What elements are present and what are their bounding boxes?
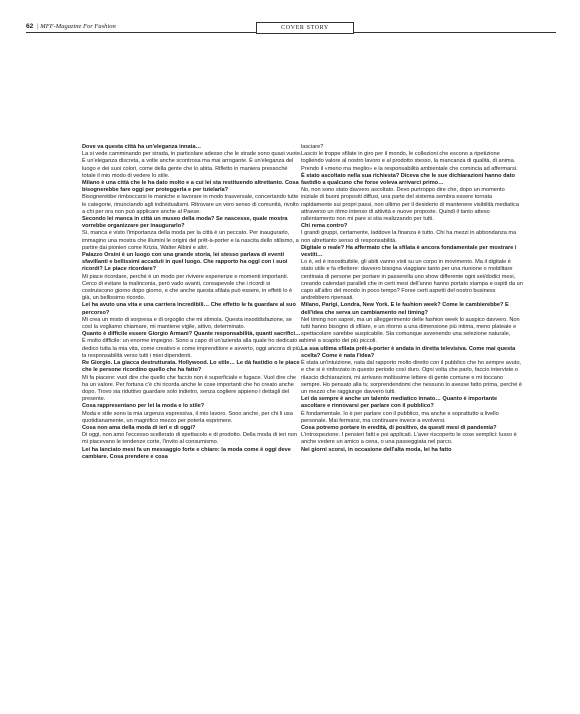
question: Dove va questa città ha un'eleganza innata…	[82, 144, 202, 150]
question: Re Giorgio. La giacca destrutturata. Hollywood. Lo stile… Le dà fastidio o le piace che le persone ricordino quello che ha fatto?	[82, 360, 300, 374]
qa-block	[301, 245, 523, 303]
qa-block	[82, 144, 302, 180]
right-column	[301, 144, 523, 454]
qa-block	[301, 425, 523, 447]
answer: È molto difficile: un enorme impegno. Sono a capo di un'azienda alla quale ho dedicato e dedico tutta la mia vita, come creativo e come imprenditore e avverto, oggi ancora di più, la responsabilità verso tutti i miei dipendenti.	[82, 338, 302, 359]
qa-block	[82, 302, 302, 331]
answer: Sì, manca e visto l'importanza della moda per la città è un peccato. Per inaugurarlo, immagino una mostra che illumini le origini del prêt-à-porter e la nascita dello stilismo, a partire dai pionieri come Krizia, Walter Albini e altri.	[82, 230, 299, 251]
answer: Lascio le troppe sfilate in giro per il mondo, le collezioni che escono a ripetizione togliendo valore al nostro lavoro e al prodotto stesso, la mancanza di qualità, di anima. Prendo il «meno ma meglio» e la responsabilità ambientale che comincia ad affermarsi.	[301, 151, 518, 172]
answer: lasciare?	[301, 144, 324, 150]
qa-block	[82, 360, 302, 403]
answer: Di oggi, non amo l'eccesso scellerato di spettacolo e di prodotto. Della moda di ieri non mi piacevano le tendenze corte, l'invito al consumismo.	[82, 432, 297, 446]
answer: Mi crea un misto di sorpresa e di orgoglio che mi stimola. Questa insoddisfazione, se così la vogliamo chiamare, mi mantiene vigile, attivo, determinato.	[82, 316, 292, 331]
question: Quanto è difficile essere Giorgio Armani? Quante responsabilità, quanti sacrifici…	[82, 331, 301, 338]
question: Cosa rappresentano per lei la moda e lo stile?	[82, 403, 205, 410]
question: È stato ascoltato nella sua richiesta? Diceva che le sue dichiarazioni hanno dato fastidio a qualcuno che forse voleva arrivarci primo…	[301, 172, 515, 187]
question: Milano è una città che le ha dato molto e a cui lei sta restituendo altrettanto. Cosa bisognerebbe fare oggi per proteggerla e per tutelarla?	[82, 180, 299, 194]
qa-block	[82, 447, 302, 461]
qa-block	[301, 396, 523, 425]
question: Palazzo Orsini è un luogo con una grande storia, lei stesso parlava di eventi sfavillanti e bellissimi accaduti in quel luogo. Che rapporto ha oggi con i suoi ricordi? Le piace ricordare?	[82, 252, 288, 273]
answer: È stata un'intuizione, nata dal rapporto molto diretto con il pubblico che ho sempre avuto, e che si è rinforzato in questo periodo così duro. Ogni volta che parlo, faccio interviste o rilascio dichiarazioni, mi arrivano moltissime lettere di gente comune e mi toccano sempre. Ho pensato alla tv, sorprendendomi che nessuno lo avesse fatto prima, perché è un mezzo che raggiunge davvero tutti.	[301, 360, 522, 395]
qa-block	[301, 223, 523, 245]
question: Cosa non ama della moda di ieri e di oggi?	[82, 424, 196, 431]
page-header	[26, 22, 556, 34]
qa-block	[301, 144, 523, 151]
answer: No, non sono stato davvero ascoltato. Devo purtroppo dire che, dopo un momento iniziale di buoni propositi diffusi, una parte del sistema sembra essere tornata rapidamente sui propri passi, non ultimo per il desiderio di mantenere visibilità mediatica attraverso un ritmo intenso di attività e nuove proposte. Quindi il tanto atteso rallentamento non mi pare si stia realizzando per tutti.	[301, 187, 519, 223]
folio: 62 | MFF-Magazine For Fashion	[26, 23, 116, 30]
qa-block	[301, 447, 523, 454]
qa-block	[82, 403, 302, 425]
question: Chi rema contro?	[301, 223, 348, 230]
qa-block	[82, 252, 302, 302]
qa-block	[82, 180, 302, 216]
answer: La si vede camminando per strada, in particolare adesso che le strade sono quasi vuote. È un'eleganza discreta, a volte anche scontrosa ma mai arrogante. È un'eleganza del luogo e dei suoi colori, come della gente che lo abita. Rifletto in maniera pressoché totale il mio modo di vedere lo stile.	[82, 151, 302, 179]
magazine-name: MFF-Magazine For Fashion	[40, 23, 116, 30]
section-label: COVER STORY	[256, 22, 354, 34]
answer: Lo è, ed è insostituibile, gli abiti vanno visti su un corpo in movimento. Ma il digitale è stato utile e fa riflettere: davvero bisogna viaggiare tanto per una riunione o mobilitare centinaia di persone per portare in passerella uno show differente ogni sei/dodici mesi, creando calendari paralleli che in certi mesi dell'anno hanno portato stampa e ospiti da un capo all'altro del mondo in poco tempo? Forse certi aspetti del nostro business andrebbero ripensati.	[301, 259, 523, 302]
question: Cosa potremo portare in eredità, di positivo, da questi mesi di pandemia?	[301, 424, 497, 431]
question: Nei giorni scorsi, in occasione dell'alta moda, lei ha fatto	[301, 446, 452, 453]
question: La sua ultima sfilata prêt-à-porter è andata in diretta televisiva. Come mai questa scelta? Come è nata l'idea?	[301, 345, 516, 359]
answer: Nel timing non saprei, ma un alleggerimento delle fashion week lo auspico davvero. Non tutti hanno bisogno di sfilare, e un ritorno a una dimensione più intima, meno plateale e spettacolare sarebbe auspicabile. Sta comunque avvenendo una selezione naturale, ahimè a scapito dei più piccoli.	[301, 316, 520, 345]
qa-block	[301, 346, 523, 396]
answer: Mi fa piacere: vuol dire che quello che faccio non è superficiale e fugace. Vuol dire che ha un valore. Per fortuna c'è chi ricorda anche le cose importanti che ho creato anche dopo. Trovo sia riduttivo guardare solo indietro, senza cogliere appieno i dettagli del presente.	[82, 374, 297, 403]
answer: Mi piace ricordare, perché è un modo per rivivere esperienze e momenti importanti. Cerco di evitare la malinconia, però vado avanti, consapevole che i ricordi si costruiscono giorno dopo giorno, e che anche questa sfilata può essere, in effetti lo è già, un bellissimo ricordo.	[82, 273, 293, 302]
question: Milano, Parigi, Londra, New York. E le fashion week? Come le cambierebbe? E dell'idea che serva un cambiamento nel timing?	[301, 302, 509, 316]
qa-block	[82, 331, 302, 360]
answer: Bisognerebbe rimboccarsi le maniche e lavorare in modo trasversale, concertando tutte le categorie, rinunciando agli individualismi. Ritrovare un vero senso di comunità, rivolto a chi per ora non può applicare anche al Paese.	[82, 194, 299, 215]
answer: Moda e stile sono la mia urgenza espressiva, il mio lavoro. Sono anche, per chi li usa quotidianamente, un magnifico mezzo per poterla esprimere.	[82, 410, 293, 424]
question: Lei da sempre è anche un talento mediatico innato… Quanto è importante ascoltare e rinnovarsi per parlare con il pubblico?	[301, 396, 498, 410]
question: Digitale o reale? Ha affermato che la sfilata è ancora fondamentale per mostrare i vestiti…	[301, 244, 517, 259]
qa-block	[82, 425, 302, 447]
question: Secondo lei manca in città un museo della moda? Se nascesse, quale mostra vorrebbe organizzare per inaugurarlo?	[82, 216, 288, 230]
qa-block	[82, 216, 302, 252]
question: Lei ha lanciato mesi fa un messaggio forte e chiaro: la moda come è oggi deve cambiare. Cosa prendere e cosa	[82, 446, 291, 460]
question: Lei ha avuto una vita e una carriera incredibili… Che effetto le fa guardare al suo percorso?	[82, 302, 296, 316]
answer: I grandi gruppi, certamente, laddove la finanza è tutto. Chi ha mezzi in abbondanza ma non altrettanto senso di responsabilità.	[301, 230, 517, 244]
qa-block	[301, 151, 523, 173]
answer: È fondamentale. Io è per parlare con il pubblico, ma anche e soprattutto a livello personale. Mai fermarsi, ma continuare invece a evolversi.	[301, 410, 499, 424]
qa-block	[301, 173, 523, 223]
answer: L'introspezione. I pensieri fatti e poi applicati. L'aver riscoperto le cose semplici: lusso è anche vedere un amico a cena, o una passeggiata nel parco.	[301, 432, 517, 446]
page-number: 62	[26, 23, 34, 30]
left-column	[82, 144, 302, 461]
qa-block	[301, 302, 523, 345]
